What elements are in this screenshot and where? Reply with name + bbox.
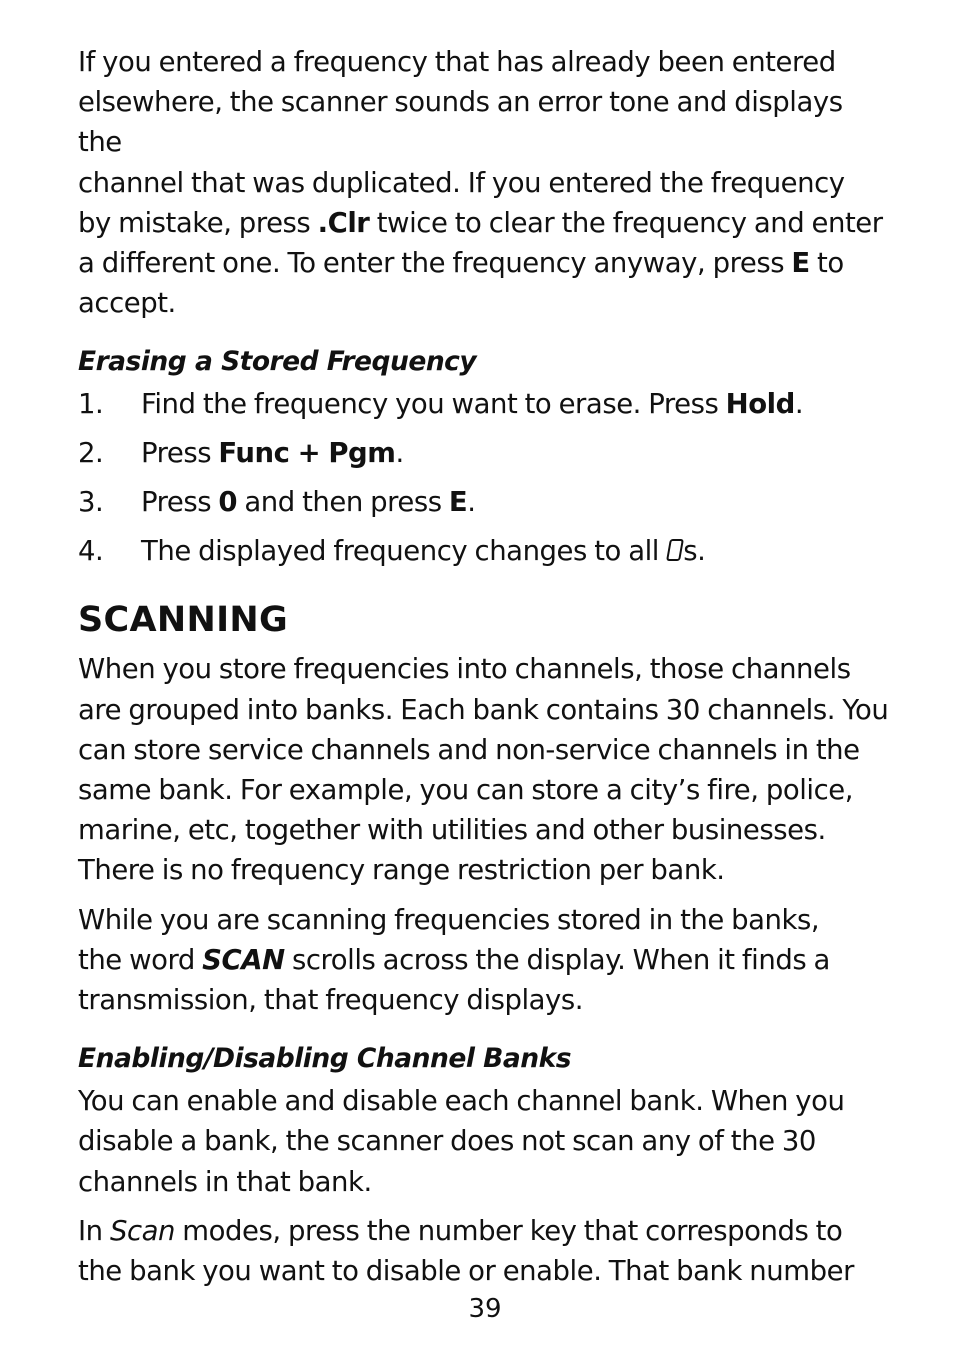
lcd-zero-icon	[666, 539, 684, 561]
scan-word: SCAN	[202, 943, 285, 976]
scan-mode-word: Scan	[109, 1214, 175, 1247]
e-key: E	[791, 247, 810, 280]
scanning-paragraph: When you store frequencies into channels, those channels are grouped into banks. Each bank contains 30 channels. You can store service channels and non-service channels in the same bank. For example, you can store a city’s fire, police, marine, etc, together with utilities and other businesses. There is no frequency range restriction per bank.	[78, 653, 889, 887]
list-item: 4. The displayed frequency changes to all s.	[78, 535, 706, 568]
scanning-heading: SCANNING	[78, 600, 289, 641]
page-number: 39	[468, 1294, 502, 1324]
func-pgm-key: Func + Pgm	[218, 437, 396, 470]
clr-key: .Clr	[317, 206, 370, 239]
banks-heading: Enabling/Disabling Channel Banks	[78, 1043, 571, 1075]
e-key: E	[448, 486, 468, 519]
list-item: 1. Find the frequency you want to erase. Press Hold.	[78, 388, 804, 421]
zero-key: 0	[218, 486, 238, 519]
manual-page	[78, 42, 893, 1291]
hold-key: Hold	[725, 388, 795, 421]
erasing-heading: Erasing a Stored Frequency	[78, 346, 477, 378]
erasing-steps	[78, 384, 893, 571]
list-item: 3. Press 0 and then press E.	[78, 486, 476, 519]
list-item: 2. Press Func + Pgm.	[78, 437, 404, 470]
intro-paragraph: If you entered a frequency that has already been entered elsewhere, the scanner sounds an error tone and displays the channel that was duplicated. If you entered the frequency by mistake, press .Clr twice to clear the frequency and enter a different one. To enter the frequency anyway, press E to accept.	[78, 46, 883, 320]
scan-display-paragraph: While you are scanning frequencies stored in the banks, the word SCAN scrolls across the display. When it finds a transmission, that frequency displays.	[78, 903, 830, 1017]
banks-scan-paragraph: In Scan modes, press the number key that corresponds to the bank you want to disable or enable. That bank number	[78, 1214, 854, 1288]
banks-paragraph: You can enable and disable each channel bank. When you disable a bank, the scanner does not scan any of the 30 channels in that bank.	[78, 1085, 845, 1198]
